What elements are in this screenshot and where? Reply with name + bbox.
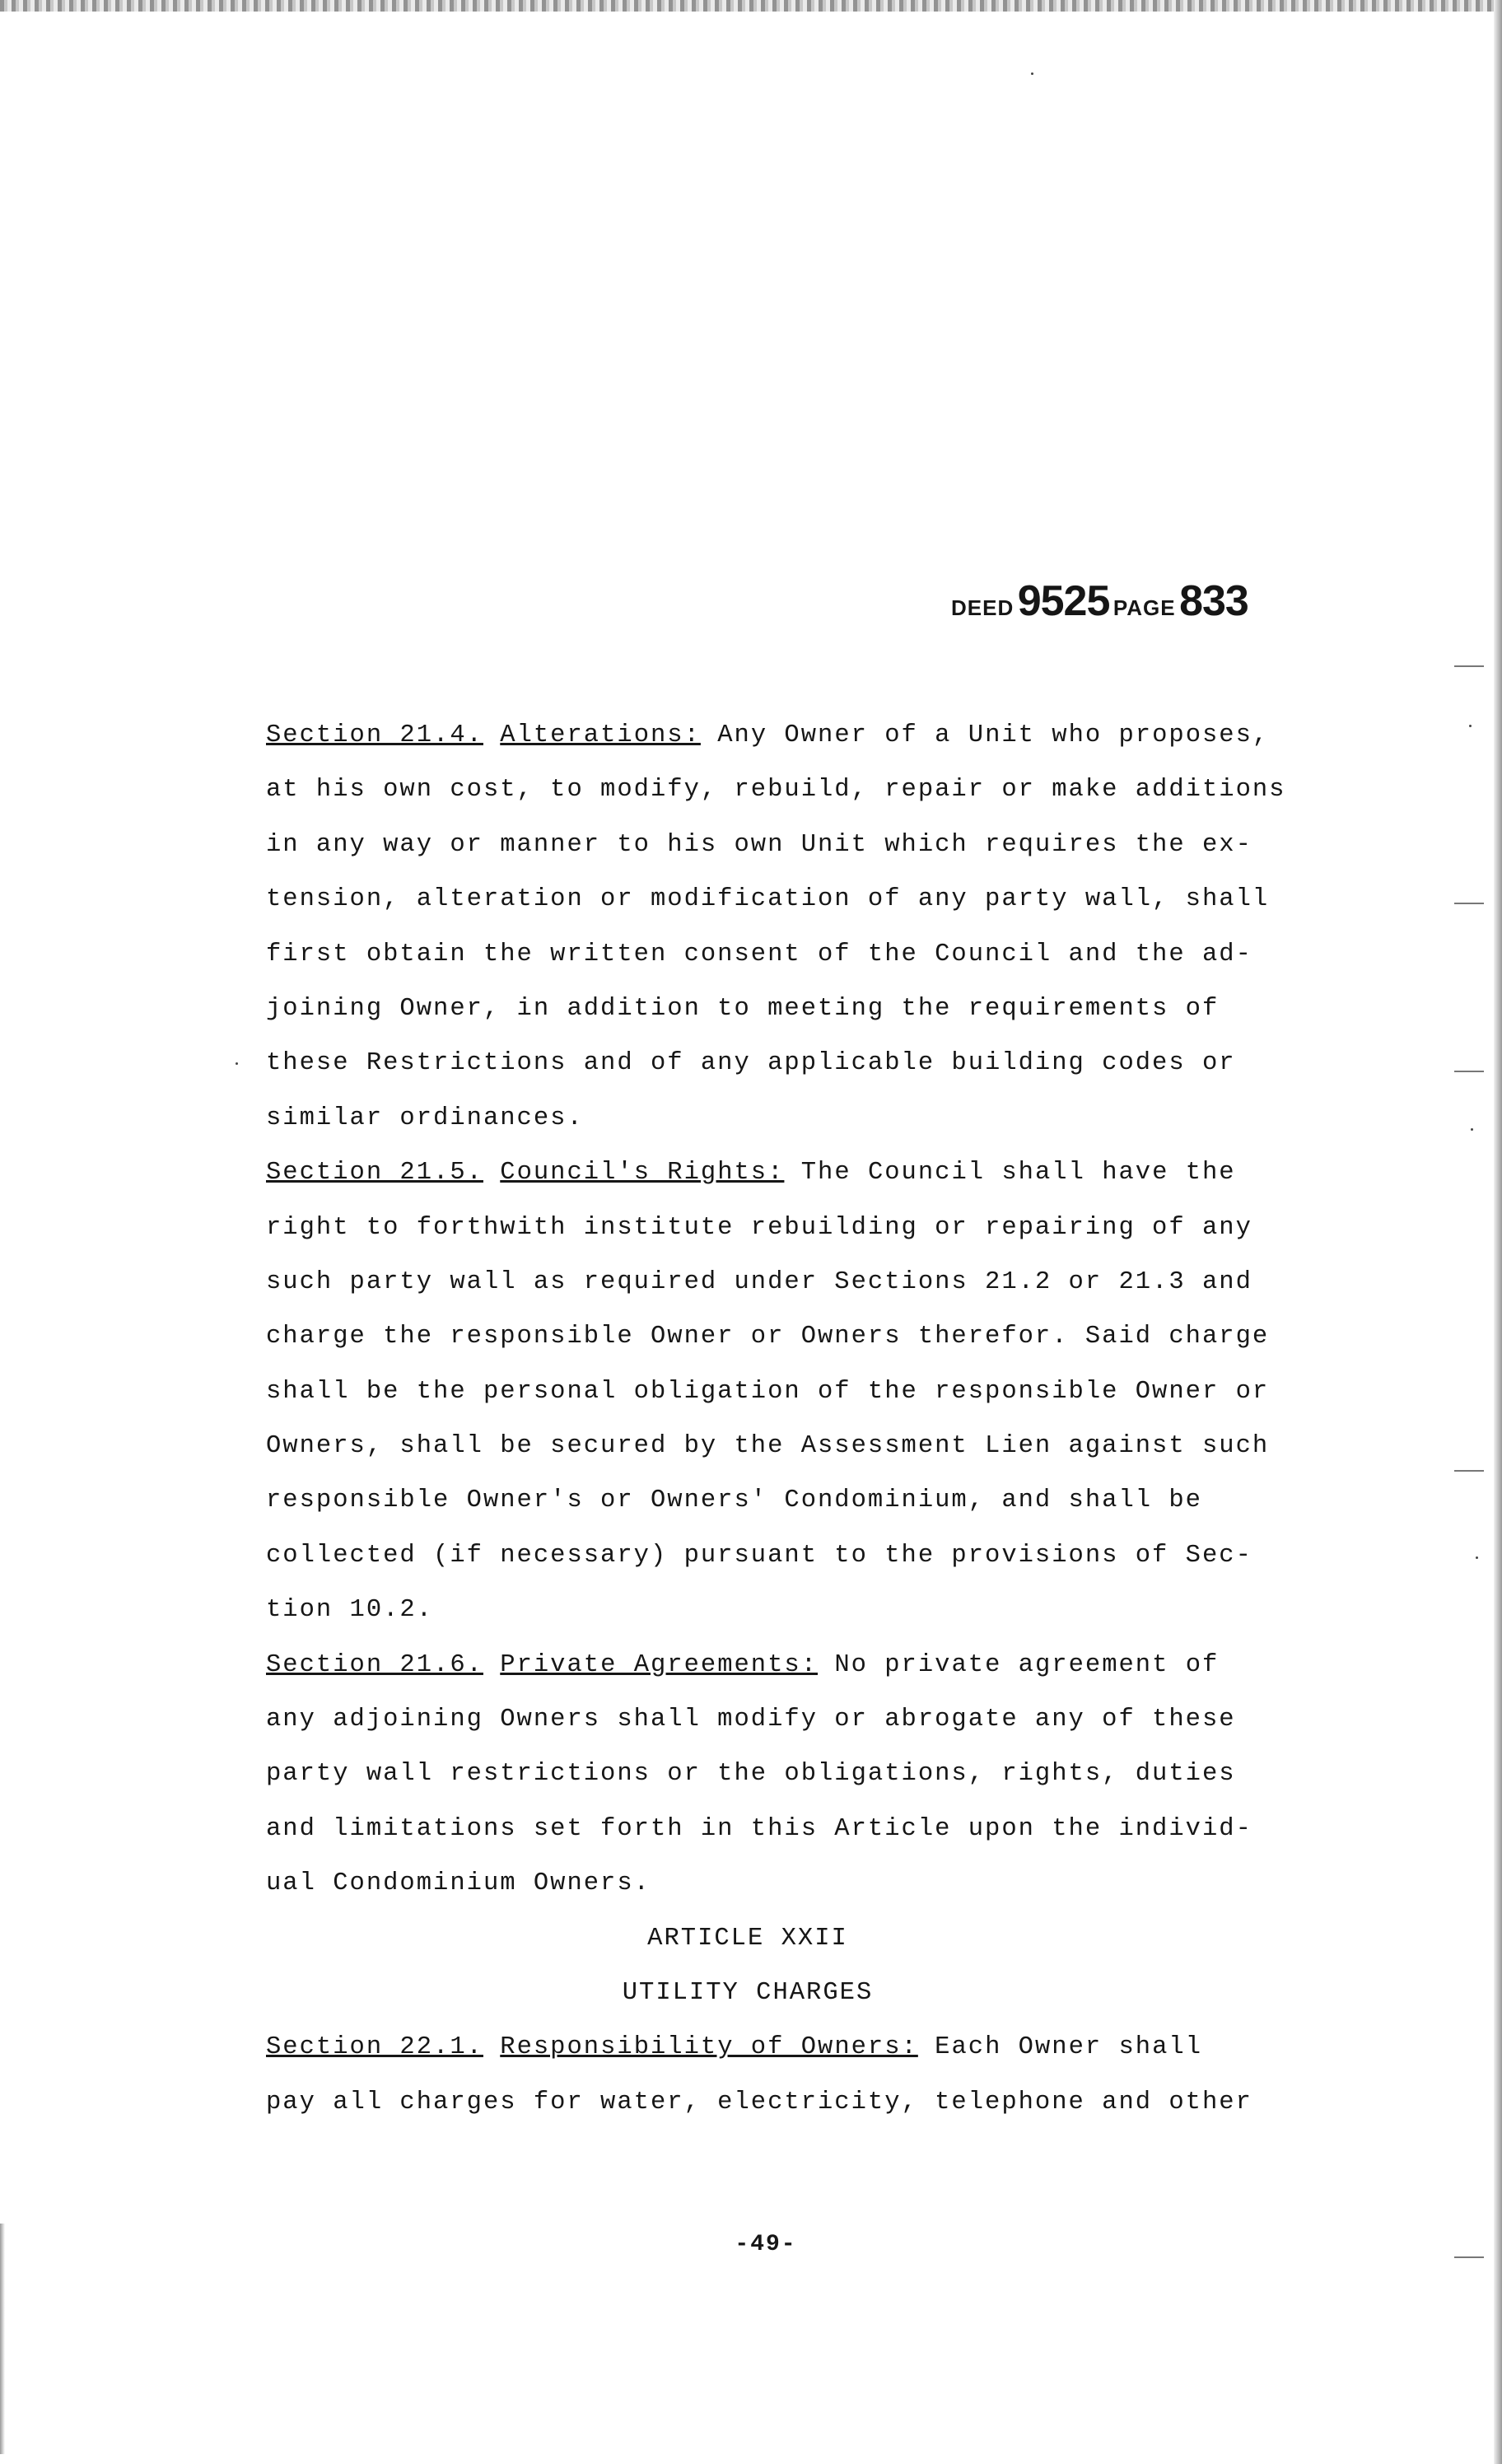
section-title: Private Agreements: — [500, 1650, 819, 1679]
body-line: responsible Owner's or Owners' Condominium, and shall be — [266, 1486, 1202, 1515]
document-body — [266, 708, 1320, 2130]
body-line: first obtain the written consent of the Council and the ad- — [266, 940, 1252, 968]
section-title: Responsibility of Owners: — [500, 2033, 918, 2062]
stamp-page-number: 833 — [1179, 577, 1248, 625]
body-line: charge the responsible Owner or Owners therefor. Said charge — [266, 1323, 1270, 1351]
scan-speck — [1471, 1128, 1473, 1131]
body-line: tion 10.2. — [266, 1596, 434, 1625]
body-line: tension, alteration or modification of any party wall, shall — [266, 885, 1270, 914]
scan-speck — [1476, 1556, 1478, 1559]
margin-mark — [1454, 903, 1484, 904]
body-line: these Restrictions and of any applicable building codes or — [266, 1049, 1236, 1078]
body-line: and limitations set forth in this Article upon the individ- — [266, 1814, 1252, 1843]
page-number: -49- — [735, 2232, 797, 2257]
scan-top-edge — [0, 0, 1502, 12]
scan-left-edge — [0, 2224, 5, 2454]
body-line: party wall restrictions or the obligations, rights, duties — [266, 1760, 1236, 1789]
margin-mark — [1454, 665, 1484, 667]
body-line: right to forthwith institute rebuilding or repairing of any — [266, 1213, 1252, 1242]
margin-mark — [1454, 1470, 1484, 1472]
body-line: such party wall as required under Sections 21.2 or 21.3 and — [266, 1267, 1252, 1296]
section-text: Each Owner shall — [935, 2033, 1203, 2062]
recording-stamp — [951, 576, 1248, 626]
margin-mark — [1454, 2256, 1484, 2258]
scan-speck — [1031, 72, 1033, 75]
section-lead-line — [266, 1146, 1320, 1200]
scan-right-edge — [1494, 0, 1502, 2464]
body-line: joining Owner, in addition to meeting the requirements of — [266, 994, 1220, 1023]
section-text: Any Owner of a Unit who proposes, — [717, 721, 1270, 749]
article-heading: ARTICLE XXII — [647, 1924, 848, 1953]
stamp-prefix: DEED — [951, 595, 1015, 620]
body-line: in any way or manner to his own Unit which requires the ex- — [266, 830, 1252, 859]
body-line: collected (if necessary) pursuant to the provisions of Sec- — [266, 1541, 1252, 1570]
section-number: Section 22.1. — [266, 2033, 483, 2062]
section-number: Section 21.6. — [266, 1650, 483, 1679]
body-line: shall be the personal obligation of the responsible Owner or — [266, 1377, 1270, 1406]
section-number: Section 21.5. — [266, 1159, 483, 1188]
section-lead-line — [266, 1638, 1320, 1692]
article-heading: UTILITY CHARGES — [622, 1978, 874, 2007]
margin-mark — [1454, 1071, 1484, 1072]
section-lead-line — [266, 708, 1320, 763]
scan-speck — [236, 1062, 238, 1065]
section-title: Alterations: — [500, 721, 701, 749]
body-line: pay all charges for water, electricity, telephone and other — [266, 2088, 1252, 2116]
body-line: any adjoining Owners shall modify or abrogate any of these — [266, 1706, 1236, 1734]
section-text: The Council shall have the — [800, 1159, 1236, 1188]
stamp-page-label: PAGE — [1113, 595, 1176, 620]
section-lead-line — [266, 2020, 1320, 2074]
section-text: No private agreement of — [834, 1650, 1220, 1679]
scan-speck — [1469, 725, 1472, 727]
section-number: Section 21.4. — [266, 721, 483, 749]
body-line: ual Condominium Owners. — [266, 1869, 651, 1898]
body-line: Owners, shall be secured by the Assessment Lien against such — [266, 1432, 1270, 1461]
section-title: Council's Rights: — [500, 1159, 785, 1188]
stamp-book-number: 9525 — [1017, 577, 1110, 625]
body-line: similar ordinances. — [266, 1104, 584, 1132]
body-line: at his own cost, to modify, rebuild, repair or make additions — [266, 776, 1286, 805]
